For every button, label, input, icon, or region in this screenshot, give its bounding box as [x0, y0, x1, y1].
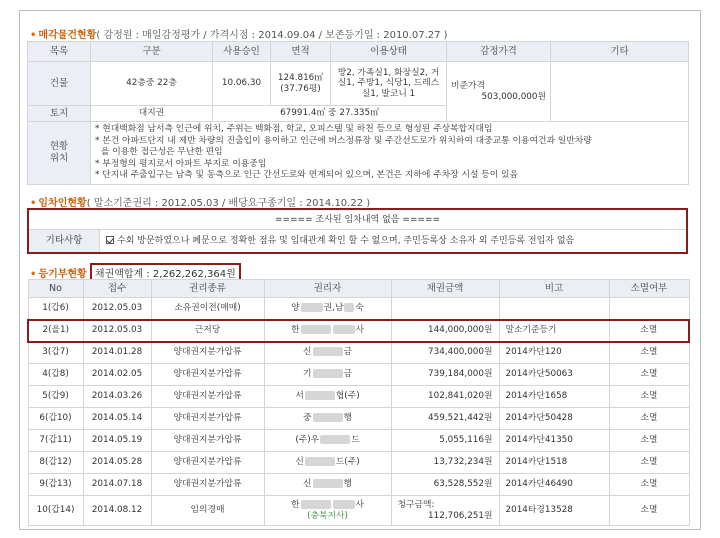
row-status: 소멸 — [609, 430, 689, 452]
row-status: 소멸 — [609, 364, 689, 386]
redacted-mark — [301, 325, 331, 334]
row-date: 2014.07.18 — [83, 474, 151, 496]
row-type: 양대권지분가압류 — [151, 408, 264, 430]
row-note: 2014카단120 — [499, 342, 609, 364]
holder-prefix: 신 — [295, 457, 304, 468]
col-header: 목록 — [28, 42, 91, 62]
check-icon — [106, 236, 114, 244]
holder-suffix: 권,남 — [323, 302, 344, 313]
col-header: 구분 — [91, 42, 213, 62]
holder-prefix: 서 — [295, 391, 304, 402]
holder-suffix: 사 — [355, 325, 364, 336]
land-area: 67991.4㎡ 중 27.335㎡ — [213, 106, 447, 122]
row-status: 소멸 — [609, 452, 689, 474]
holder-tail: 숙 — [355, 302, 364, 313]
redacted-mark — [313, 479, 343, 488]
row-no: 1(갑6) — [28, 298, 83, 320]
redacted-mark — [305, 457, 335, 466]
registry-header-row — [28, 280, 689, 298]
row-date: 2014.01.28 — [83, 342, 151, 364]
location-item: * 부정형의 평지로서 아파트 부지로 이용중임 — [95, 158, 267, 169]
bullet-icon: • — [30, 269, 37, 280]
auction-section-title — [30, 26, 448, 41]
row-date: 2014.03.26 — [83, 386, 151, 408]
auction-table — [27, 41, 689, 185]
land-label: 토지 — [28, 106, 91, 122]
building-row — [28, 62, 689, 106]
row-amount: 102,841,020원 — [391, 386, 499, 408]
appraisal-method: 비준가격 — [451, 80, 485, 91]
row-type: 양대권지분가압류 — [151, 386, 264, 408]
row-amount: 739,184,000원 — [391, 364, 499, 386]
bullet-icon: • — [30, 30, 37, 41]
row-no: 10(갑14) — [28, 496, 83, 526]
row-date: 2014.08.12 — [83, 496, 151, 526]
row-note: 2014타경13528 — [499, 496, 609, 526]
building-area — [271, 62, 331, 106]
registry-table — [27, 279, 690, 526]
row-note: 2014카단1518 — [499, 452, 609, 474]
tenant-section-title — [30, 194, 370, 209]
tenant-box — [27, 208, 688, 254]
row-date: 2014.05.14 — [83, 408, 151, 430]
col-header: 감정가격 — [447, 42, 551, 62]
row-note: 말소기준등기 — [499, 320, 609, 342]
table-row — [28, 386, 689, 408]
location-description — [91, 122, 689, 185]
col-header: 채권금액 — [391, 280, 499, 298]
redacted-mark — [301, 303, 323, 312]
auction-subtitle: ( 감정원 : 매일감정평가 / 가격시점 : 2014.09.04 / 보존등기일 : 2010.07.27 ) — [96, 30, 448, 41]
row-amount — [391, 298, 499, 320]
row-note: 2014카단1658 — [499, 386, 609, 408]
col-header: 소멸여부 — [609, 280, 689, 298]
row-no: 6(갑10) — [28, 408, 83, 430]
tenant-note-value — [100, 230, 686, 252]
row-type: 임의경매 — [151, 496, 264, 526]
row-holder — [264, 452, 391, 474]
claim-amount-label: 청구금액: — [397, 499, 435, 510]
building-approval: 10.06.30 — [213, 62, 271, 106]
location-label-line2: 위치 — [49, 152, 69, 164]
row-holder — [264, 320, 391, 342]
table-row — [28, 364, 689, 386]
row-status: 소멸 — [609, 408, 689, 430]
row-amount: 144,000,000원 — [391, 320, 499, 342]
registry-heading: 등기부현황 — [38, 269, 87, 280]
location-item: * 단지내 주출입구는 남측 및 동측으로 인근 간선도로와 연계되어 있으며, 본건은 지하에 주차장 시설 등이 있음 — [95, 170, 519, 180]
location-row — [28, 122, 689, 185]
table-row — [28, 430, 689, 452]
row-amount: 13,732,234원 — [391, 452, 499, 474]
row-holder — [264, 298, 391, 320]
row-holder — [264, 386, 391, 408]
tenant-notice: ===== 조사된 임차내역 없음 ===== — [29, 210, 686, 230]
redacted-mark — [344, 303, 354, 312]
row-amount: 734,400,000원 — [391, 342, 499, 364]
row-status: 소멸 — [609, 386, 689, 408]
row-date: 2014.05.28 — [83, 452, 151, 474]
tenant-note-label: 기타사항 — [29, 230, 100, 252]
redacted-mark — [333, 500, 355, 509]
holder-suffix: 드 — [351, 435, 360, 446]
location-item: 을 이용한 접근성은 무난한 편임 — [101, 147, 223, 157]
location-label-line1: 현황 — [49, 141, 69, 153]
holder-suffix: 금 — [343, 347, 352, 358]
row-no: 3(갑7) — [28, 342, 83, 364]
etc-cell — [551, 62, 689, 122]
redacted-mark — [320, 435, 350, 444]
holder-prefix: 양 — [291, 302, 300, 313]
row-note — [499, 298, 609, 320]
row-no: 4(갑8) — [28, 364, 83, 386]
row-amount: 459,521,442원 — [391, 408, 499, 430]
location-item: * 현대백화점 남서측 인근에 위치, 주위는 백화점, 학교, 오피스텔 및 하천 등으로 형성된 주상복합지대임 — [95, 124, 493, 134]
col-header: No — [28, 280, 83, 298]
redacted-mark — [305, 391, 335, 400]
holder-branch: (충북지사) — [307, 510, 348, 521]
row-amount — [391, 496, 499, 526]
row-note: 2014카단50063 — [499, 364, 609, 386]
table-row — [28, 496, 689, 526]
col-header: 면적 — [271, 42, 331, 62]
holder-suffix: 행 — [343, 413, 352, 424]
row-holder — [264, 408, 391, 430]
table-row — [28, 342, 689, 364]
holder-prefix: 신 — [303, 479, 312, 490]
holder-suffix: 행 — [343, 479, 352, 490]
holder-prefix: 한 — [291, 499, 300, 510]
row-type: 양대권지분가압류 — [151, 430, 264, 452]
building-type: 42층중 22층 — [91, 62, 213, 106]
appraisal-cell — [447, 62, 551, 122]
row-amount: 63,528,552원 — [391, 474, 499, 496]
holder-suffix: 협(주) — [335, 391, 360, 402]
area-sqm: 124.816㎡ — [277, 72, 324, 83]
row-date: 2012.05.03 — [83, 298, 151, 320]
col-header: 비고 — [499, 280, 609, 298]
row-status: 소멸 — [609, 342, 689, 364]
row-status: 소멸 — [609, 496, 689, 526]
tenant-note-text: 수회 방문하였으나 폐문으로 정확한 점유 및 임대관계 확인 할 수 없으며, 주민등록상 소유자 외 주민등록 전입자 없음 — [117, 236, 575, 246]
row-date: 2014.02.05 — [83, 364, 151, 386]
holder-suffix: 금 — [343, 369, 352, 380]
holder-prefix: 중 — [303, 413, 312, 424]
redacted-mark — [333, 325, 355, 334]
row-no: 5(갑9) — [28, 386, 83, 408]
redacted-mark — [313, 347, 343, 356]
row-type: 양대권지분가압류 — [151, 364, 264, 386]
location-label — [28, 122, 91, 185]
row-no: 9(갑13) — [28, 474, 83, 496]
redacted-mark — [301, 500, 331, 509]
holder-prefix: 한 — [291, 325, 300, 336]
row-date: 2014.05.19 — [83, 430, 151, 452]
building-label: 건물 — [28, 62, 91, 106]
row-no: 7(갑11) — [28, 430, 83, 452]
holder-suffix: 드(주) — [335, 457, 360, 468]
area-pyeong: (37.76평) — [280, 83, 321, 94]
row-holder — [264, 474, 391, 496]
auction-heading: 매각물건현황 — [38, 30, 97, 41]
redacted-mark — [313, 369, 343, 378]
holder-prefix: 신 — [303, 347, 312, 358]
col-header: 기타 — [551, 42, 689, 62]
claim-total-badge: 채권액합계 : 2,262,262,364원 — [90, 263, 241, 282]
appraisal-value: 503,000,000원 — [481, 91, 546, 102]
row-note: 2014카단46490 — [499, 474, 609, 496]
tenant-subtitle: ( 말소기준권리 : 2012.05.03 / 배당요구종기일 : 2014.10.22 ) — [86, 198, 371, 209]
row-holder — [264, 342, 391, 364]
row-note: 2014카단41350 — [499, 430, 609, 452]
row-holder — [264, 430, 391, 452]
row-note: 2014카단50428 — [499, 408, 609, 430]
table-row — [28, 298, 689, 320]
row-date: 2012.05.03 — [83, 320, 151, 342]
col-header: 접수 — [83, 280, 151, 298]
auction-header-row — [28, 42, 689, 62]
holder-suffix: 사 — [355, 499, 364, 510]
holder-prefix: 기 — [303, 369, 312, 380]
row-type: 소유권이전(매매) — [151, 298, 264, 320]
row-holder — [264, 496, 391, 526]
table-row — [28, 452, 689, 474]
row-amount: 5,055,116원 — [391, 430, 499, 452]
row-no: 8(갑12) — [28, 452, 83, 474]
holder-prefix: (주)우 — [295, 435, 320, 446]
claim-amount-value: 112,706,251원 — [428, 510, 493, 521]
bullet-icon: • — [30, 198, 37, 209]
col-header: 권리종류 — [151, 280, 264, 298]
row-status: 소멸 — [609, 320, 689, 342]
redacted-mark — [313, 413, 343, 422]
tenant-note-row — [29, 230, 686, 252]
row-type: 양대권지분가압류 — [151, 342, 264, 364]
land-type: 대지권 — [91, 106, 213, 122]
col-header: 권리자 — [264, 280, 391, 298]
table-row-highlighted — [28, 320, 689, 342]
row-no: 2(을1) — [28, 320, 83, 342]
col-header: 사용승인 — [213, 42, 271, 62]
building-usage: 방2, 가족실1, 화장실2, 거실1, 주방1, 식당1, 드레스실1, 발코니 1 — [331, 62, 447, 106]
table-row — [28, 408, 689, 430]
row-status: 소멸 — [609, 474, 689, 496]
row-status — [609, 298, 689, 320]
row-type: 양대권지분가압류 — [151, 474, 264, 496]
row-type: 양대권지분가압류 — [151, 452, 264, 474]
row-holder — [264, 364, 391, 386]
tenant-heading: 임차인현황 — [38, 198, 87, 209]
col-header: 이용상태 — [331, 42, 447, 62]
location-item: * 본건 아파트단지 내 제반 차량의 진출입이 용이하고 인근에 버스정류장 및 주간선도로가 위치하여 대중교통 이용여건과 일반차량 — [95, 135, 592, 146]
table-row — [28, 474, 689, 496]
row-type: 근저당 — [151, 320, 264, 342]
